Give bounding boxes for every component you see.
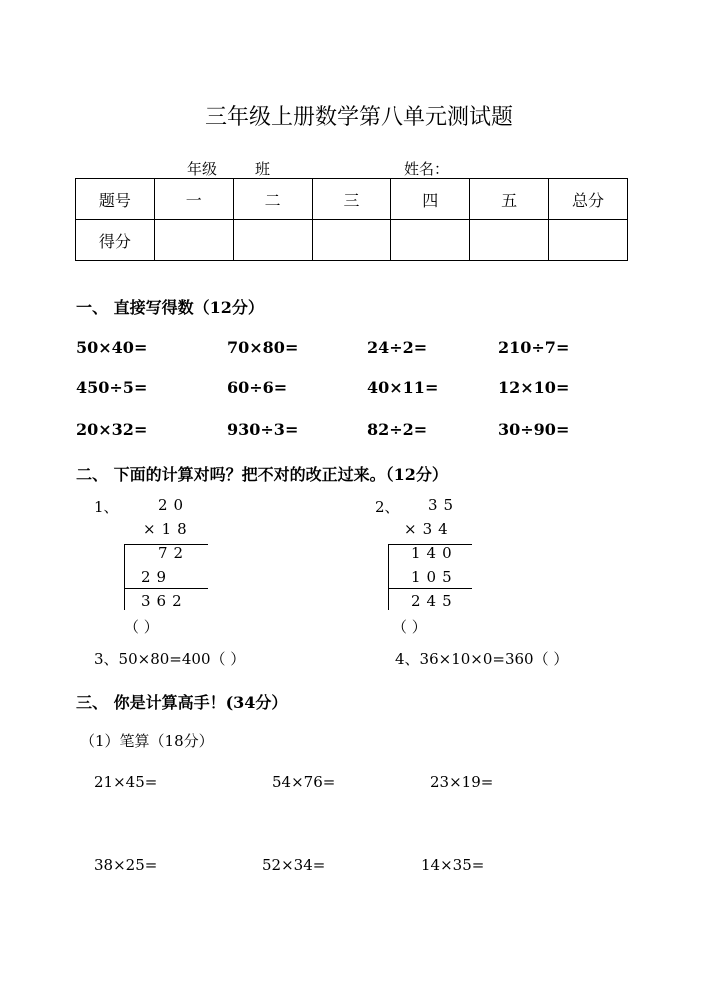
score-table (75, 178, 628, 261)
mental-problem: 210÷7= (498, 338, 570, 357)
vertical-result: 362 (141, 592, 188, 610)
score-cell[interactable] (391, 220, 470, 261)
mental-problem: 24÷2= (367, 338, 428, 357)
vertical-side-rule (388, 544, 389, 610)
vertical-result: 245 (411, 592, 458, 610)
grade-blank[interactable] (133, 163, 187, 179)
class-label: 班 (255, 160, 271, 178)
partial-product: 29 (141, 568, 173, 586)
written-calc-problem: 14×35= (421, 856, 485, 874)
score-header-cell: 四 (391, 179, 470, 220)
judge-problem: 3、50×80=400（ ） (94, 650, 246, 668)
grade-class-line (133, 158, 270, 179)
written-calc-problem: 38×25= (94, 856, 158, 874)
grade-label: 年级 (187, 160, 218, 178)
written-calc-problem: 23×19= (430, 773, 494, 791)
section1-heading: 一、 直接写得数（12分） (76, 298, 264, 317)
mental-problem: 70×80= (227, 338, 299, 357)
judge-problem: 4、36×10×0=360（ ） (395, 650, 569, 668)
score-cell[interactable] (312, 220, 391, 261)
written-calc-problem: 52×34= (262, 856, 326, 874)
mental-problem: 50×40= (76, 338, 148, 357)
score-header-cell: 一 (154, 179, 233, 220)
score-header-cell: 二 (233, 179, 312, 220)
mental-problem: 82÷2= (367, 420, 428, 439)
partial-product: 72 (158, 544, 190, 562)
score-header-cell: 五 (470, 179, 549, 220)
score-table-score-row (76, 220, 628, 261)
partial-product: 140 (411, 544, 458, 562)
vertical-multiplicand: 20 (158, 496, 190, 514)
check-problem-number: 2、 (375, 498, 400, 516)
page-title: 三年级上册数学第八单元测试题 (204, 105, 513, 130)
section3-heading: 三、 你是计算高手！(34分） (76, 693, 288, 712)
subsection-heading: （1）笔算（18分） (80, 732, 214, 750)
name-line (404, 158, 505, 179)
vertical-multiplier: ×34 (404, 520, 454, 538)
score-table-header-row (76, 179, 628, 220)
name-label: 姓名： (404, 160, 450, 178)
section2-heading: 二、 下面的计算对吗？把不对的改正过来。（12分） (76, 465, 448, 484)
mental-problem: 930÷3= (227, 420, 299, 439)
score-header-cell: 题号 (76, 179, 155, 220)
vertical-multiplier: ×18 (143, 520, 193, 538)
mental-problem: 60÷6= (227, 378, 288, 397)
score-row-label: 得分 (76, 220, 155, 261)
partial-product: 105 (411, 568, 458, 586)
vertical-side-rule (124, 544, 125, 610)
score-cell[interactable] (470, 220, 549, 261)
score-cell[interactable] (549, 220, 628, 261)
written-calc-problem: 21×45= (94, 773, 158, 791)
score-header-cell: 三 (312, 179, 391, 220)
vertical-rule (124, 588, 208, 589)
judge-answer-blank[interactable]: （ ） (392, 618, 427, 636)
score-cell[interactable] (233, 220, 312, 261)
mental-problem: 40×11= (367, 378, 439, 397)
mental-problem: 450÷5= (76, 378, 148, 397)
score-header-cell: 总分 (549, 179, 628, 220)
class-blank[interactable] (217, 163, 255, 179)
judge-answer-blank[interactable]: （ ） (124, 618, 159, 636)
mental-problem: 20×32= (76, 420, 148, 439)
vertical-multiplicand: 35 (428, 496, 460, 514)
mental-problem: 30÷90= (498, 420, 570, 439)
check-problem-number: 1、 (94, 498, 119, 516)
mental-problem: 12×10= (498, 378, 570, 397)
score-cell[interactable] (154, 220, 233, 261)
name-blank[interactable] (449, 163, 505, 179)
vertical-rule (388, 588, 472, 589)
written-calc-problem: 54×76= (272, 773, 336, 791)
